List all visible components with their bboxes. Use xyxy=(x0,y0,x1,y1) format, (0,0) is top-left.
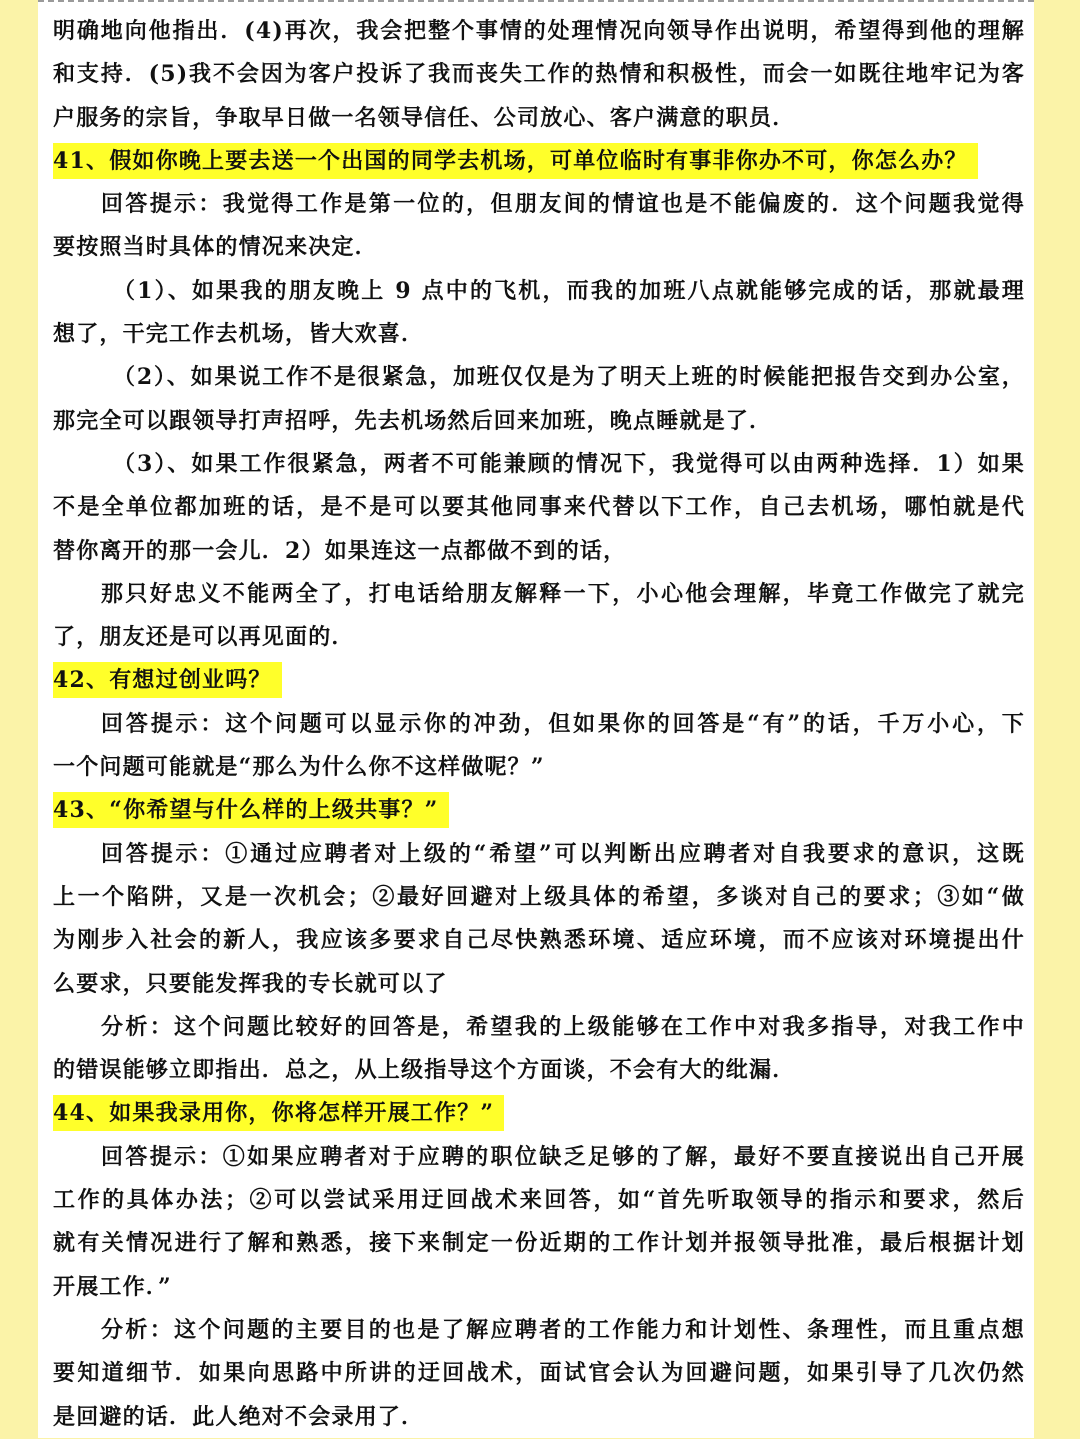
highlighted-question-text: 41、假如你晚上要去送一个出国的同学去机场，可单位临时有事非你办不可，你怎么办？ xyxy=(53,143,978,179)
paragraph-line: （2）、如果说工作不是很紧急，加班仅仅是为了明天上班的时候能把报告交到办公室， xyxy=(113,364,1025,391)
document-body xyxy=(53,10,1025,1439)
paragraph-line: 想了，干完工作去机场，皆大欢喜． xyxy=(53,321,425,348)
paragraph-line: 开展工作．” xyxy=(53,1273,172,1300)
question-heading xyxy=(53,1092,1025,1135)
document-page xyxy=(38,0,1034,1438)
paragraph-line: 为刚步入社会的新人，我应该多要求自己尽快熟悉环境、适应环境，而不应该对环境提出什 xyxy=(53,927,1025,954)
paragraph-line: 回答提示：这个问题可以显示你的冲劲，但如果你的回答是“有”的话，千万小心，下 xyxy=(101,710,1025,737)
question-heading xyxy=(53,140,1025,183)
highlighted-question-text: 43、“你希望与什么样的上级共事？” xyxy=(53,792,449,828)
paragraph-line: 分析：这个问题比较好的回答是，希望我的上级能够在工作中对我多指导，对我工作中 xyxy=(101,1013,1025,1040)
paragraph-line: 么要求，只要能发挥我的专长就可以了 xyxy=(53,970,448,997)
paragraph-line: 替你离开的那一会儿．2）如果连这一点都做不到的话， xyxy=(53,537,627,564)
paragraph-line: 的错误能够立即指出．总之，从上级指导这个方面谈，不会有大的纰漏． xyxy=(53,1057,796,1084)
paragraph-line: 工作的具体办法；②可以尝试采用迂回战术来回答，如“首先听取领导的指示和要求，然后 xyxy=(53,1187,1025,1214)
paragraph-line: 要按照当时具体的情况来决定． xyxy=(53,234,378,261)
highlighted-question-text: 44、如果我录用你，你将怎样开展工作？” xyxy=(53,1095,504,1131)
paragraph-line: 户服务的宗旨，争取早日做一名领导信任、公司放心、客户满意的职员． xyxy=(53,104,796,131)
paragraph-line: 要知道细节．如果向思路中所讲的迂回战术，面试官会认为回避问题，如果引导了几次仍然 xyxy=(53,1360,1025,1387)
paragraph-line: 回答提示：我觉得工作是第一位的，但朋友间的情谊也是不能偏废的．这个问题我觉得 xyxy=(101,191,1025,218)
paragraph-line: 上一个陷阱，又是一次机会；②最好回避对上级具体的希望，多谈对自己的要求；③如“做 xyxy=(53,883,1025,910)
highlighted-question-text: 42、有想过创业吗？ xyxy=(53,662,282,698)
question-heading xyxy=(53,789,1025,832)
paragraph-line: 明确地向他指出．(4)再次，我会把整个事情的处理情况向领导作出说明，希望得到他的理解 xyxy=(53,18,1025,44)
question-heading xyxy=(53,659,1025,702)
paragraph-line: （3）、如果工作很紧急，两者不可能兼顾的情况下，我觉得可以由两种选择．1）如果 xyxy=(113,450,1025,477)
paragraph-line: （1）、如果我的朋友晚上 9 点中的飞机，而我的加班八点就能够完成的话，那就最理 xyxy=(113,277,1025,304)
paragraph-line: 那只好忠义不能两全了，打电话给朋友解释一下，小心他会理解，毕竟工作做完了就完 xyxy=(101,580,1025,607)
paragraph-line: 是回避的话．此人绝对不会录用了． xyxy=(53,1403,425,1430)
paragraph-line: 分析：这个问题的主要目的也是了解应聘者的工作能力和计划性、条理性，而且重点想 xyxy=(101,1316,1025,1343)
paragraph-line: 了，朋友还是可以再见面的． xyxy=(53,624,355,651)
paragraph-line: 和支持．(5)我不会因为客户投诉了我而丧失工作的热情和积极性，而会一如既往地牢记为客 xyxy=(53,61,1025,88)
paragraph-line: 那完全可以跟领导打声招呼，先去机场然后回来加班，晚点睡就是了． xyxy=(53,407,773,434)
paragraph-line: 不是全单位都加班的话，是不是可以要其他同事来代替以下工作，自己去机场，哪怕就是代 xyxy=(53,494,1025,521)
paragraph-line: 就有关情况进行了解和熟悉，接下来制定一份近期的工作计划并报领导批准，最后根据计划 xyxy=(53,1230,1025,1257)
paragraph-line: 回答提示：①如果应聘者对于应聘的职位缺乏足够的了解，最好不要直接说出自己开展 xyxy=(101,1143,1025,1170)
paragraph-line: 回答提示：①通过应聘者对上级的“希望”可以判断出应聘者对自我要求的意识，这既 xyxy=(101,840,1025,867)
paragraph-line: 一个问题可能就是“那么为什么你不这样做呢？” xyxy=(53,754,545,781)
